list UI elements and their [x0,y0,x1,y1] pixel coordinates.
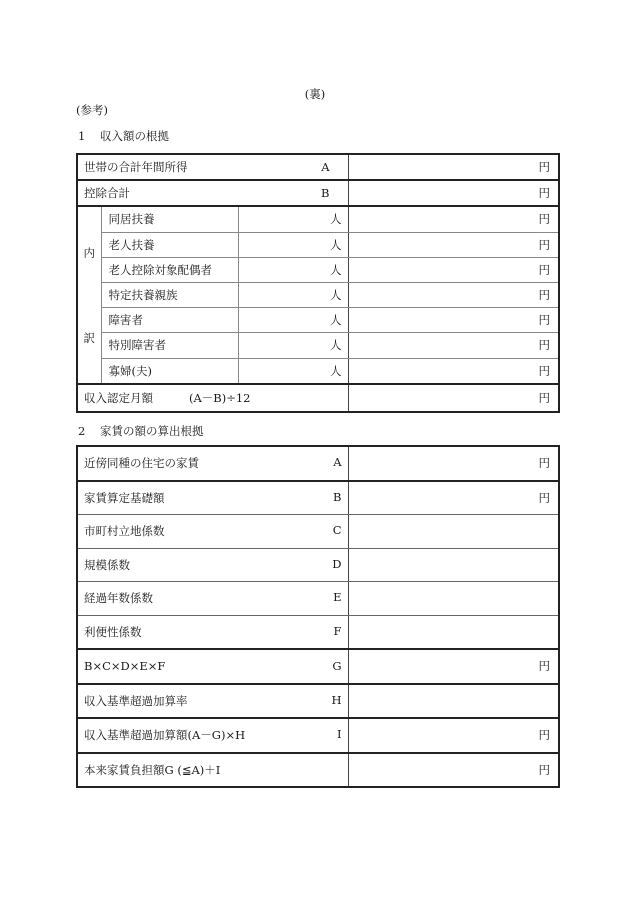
amount-cell[interactable]: 円 [348,718,559,753]
table-row [77,308,559,333]
row-text: 収入基準超過加算率 [84,693,188,708]
value-cell[interactable] [348,582,559,616]
row-text: 規模係数 [84,557,130,572]
row-letter: A [333,455,342,470]
monthly-income-label [77,384,348,412]
table-row [77,548,559,582]
value-cell[interactable] [348,548,559,582]
count-cell[interactable]: 人 [238,308,348,333]
row-letter: G [332,659,342,674]
row-label [77,615,348,649]
table-row [77,446,559,481]
section2-heading [78,423,204,439]
page-title: (裏) [304,87,326,101]
total-formula: (A－B)÷12 [189,390,251,405]
amount-cell[interactable]: 円 [348,154,559,180]
breakdown-item-label: 寡婦(夫) [101,358,238,384]
row-label [77,649,348,684]
row-label [77,718,348,753]
amount-cell[interactable]: 円 [348,206,559,232]
table-row [77,615,559,649]
table-row [77,515,559,549]
value-cell[interactable] [348,684,559,719]
table-row [77,718,559,753]
section1-title: 収入額の根拠 [100,129,169,143]
amount-cell[interactable]: 円 [348,446,559,481]
table-row [77,649,559,684]
row-label: 控除合計 [77,180,238,206]
row-label [77,684,348,719]
table-row [77,481,559,515]
row-label [77,753,348,788]
table-row [77,232,559,257]
amount-cell[interactable]: 円 [348,358,559,384]
table-row [77,257,559,282]
table-row [77,358,559,384]
amount-cell[interactable]: 円 [348,257,559,282]
breakdown-item-label: 老人控除対象配偶者 [101,257,238,282]
row-letter: B [333,489,342,504]
count-cell[interactable]: 人 [238,232,348,257]
count-cell[interactable]: 人 [238,358,348,384]
row-letter: B [238,180,348,206]
amount-cell[interactable]: 円 [348,384,559,412]
row-label [77,481,348,515]
row-text: 経過年数係数 [84,591,153,606]
count-cell[interactable]: 人 [238,333,348,358]
count-cell[interactable]: 人 [238,282,348,307]
section1-heading [78,128,169,144]
row-letter: F [333,623,342,638]
row-letter: D [332,556,342,571]
table-row [77,684,559,719]
table-row [77,582,559,616]
row-text: 市町村立地係数 [84,524,165,539]
row-letter [342,762,348,778]
row-label [77,582,348,616]
row-text: 収入基準超過加算額(A－G)×H [84,728,246,743]
row-label: 世帯の合計年間所得 [77,154,238,180]
amount-cell[interactable]: 円 [348,649,559,684]
breakdown-item-label: 障害者 [101,308,238,333]
reference-label: (参考) [76,103,108,117]
amount-cell[interactable]: 円 [348,333,559,358]
table-row [77,333,559,358]
breakdown-item-label: 同居扶養 [101,206,238,232]
row-text: 近傍同種の住宅の家賃 [84,456,199,471]
amount-cell[interactable]: 円 [348,481,559,515]
row-letter: A [238,154,348,180]
value-cell[interactable] [348,515,559,549]
total-label: 収入認定月額 [84,390,153,405]
breakdown-char: 内 [83,245,95,260]
count-cell[interactable]: 人 [238,257,348,282]
row-text: 利便性係数 [84,624,142,639]
value-cell[interactable] [348,615,559,649]
row-label [77,515,348,549]
row-letter: E [333,590,342,605]
row-text: 本来家賃負担額G (≦A)＋I [84,762,221,777]
amount-cell[interactable]: 円 [348,753,559,788]
amount-cell[interactable]: 円 [348,180,559,206]
breakdown-item-label: 特別障害者 [101,333,238,358]
amount-cell[interactable]: 円 [348,232,559,257]
row-text: B×C×D×E×F [84,659,166,674]
amount-cell[interactable]: 円 [348,282,559,307]
row-label [77,548,348,582]
table-row [77,206,559,232]
income-basis-table [76,153,560,413]
rent-basis-table [76,445,560,788]
table-row [77,753,559,788]
breakdown-char: 訳 [83,330,95,345]
row-label [77,446,348,481]
row-text: 家賃算定基礎額 [84,490,165,505]
table-row [77,154,559,180]
table-row [77,282,559,307]
section2-title: 家賃の額の算出根拠 [100,424,204,438]
amount-cell[interactable]: 円 [348,308,559,333]
breakdown-item-label: 特定扶養親族 [101,282,238,307]
row-letter: I [336,727,342,742]
table-row [77,384,559,412]
table-row [77,180,559,206]
breakdown-label [77,206,101,383]
section1-number: 1 [78,129,86,143]
row-letter: H [331,692,342,707]
section2-number: 2 [78,424,86,438]
row-letter: C [332,523,342,538]
breakdown-item-label: 老人扶養 [101,232,238,257]
count-cell[interactable]: 人 [238,206,348,232]
